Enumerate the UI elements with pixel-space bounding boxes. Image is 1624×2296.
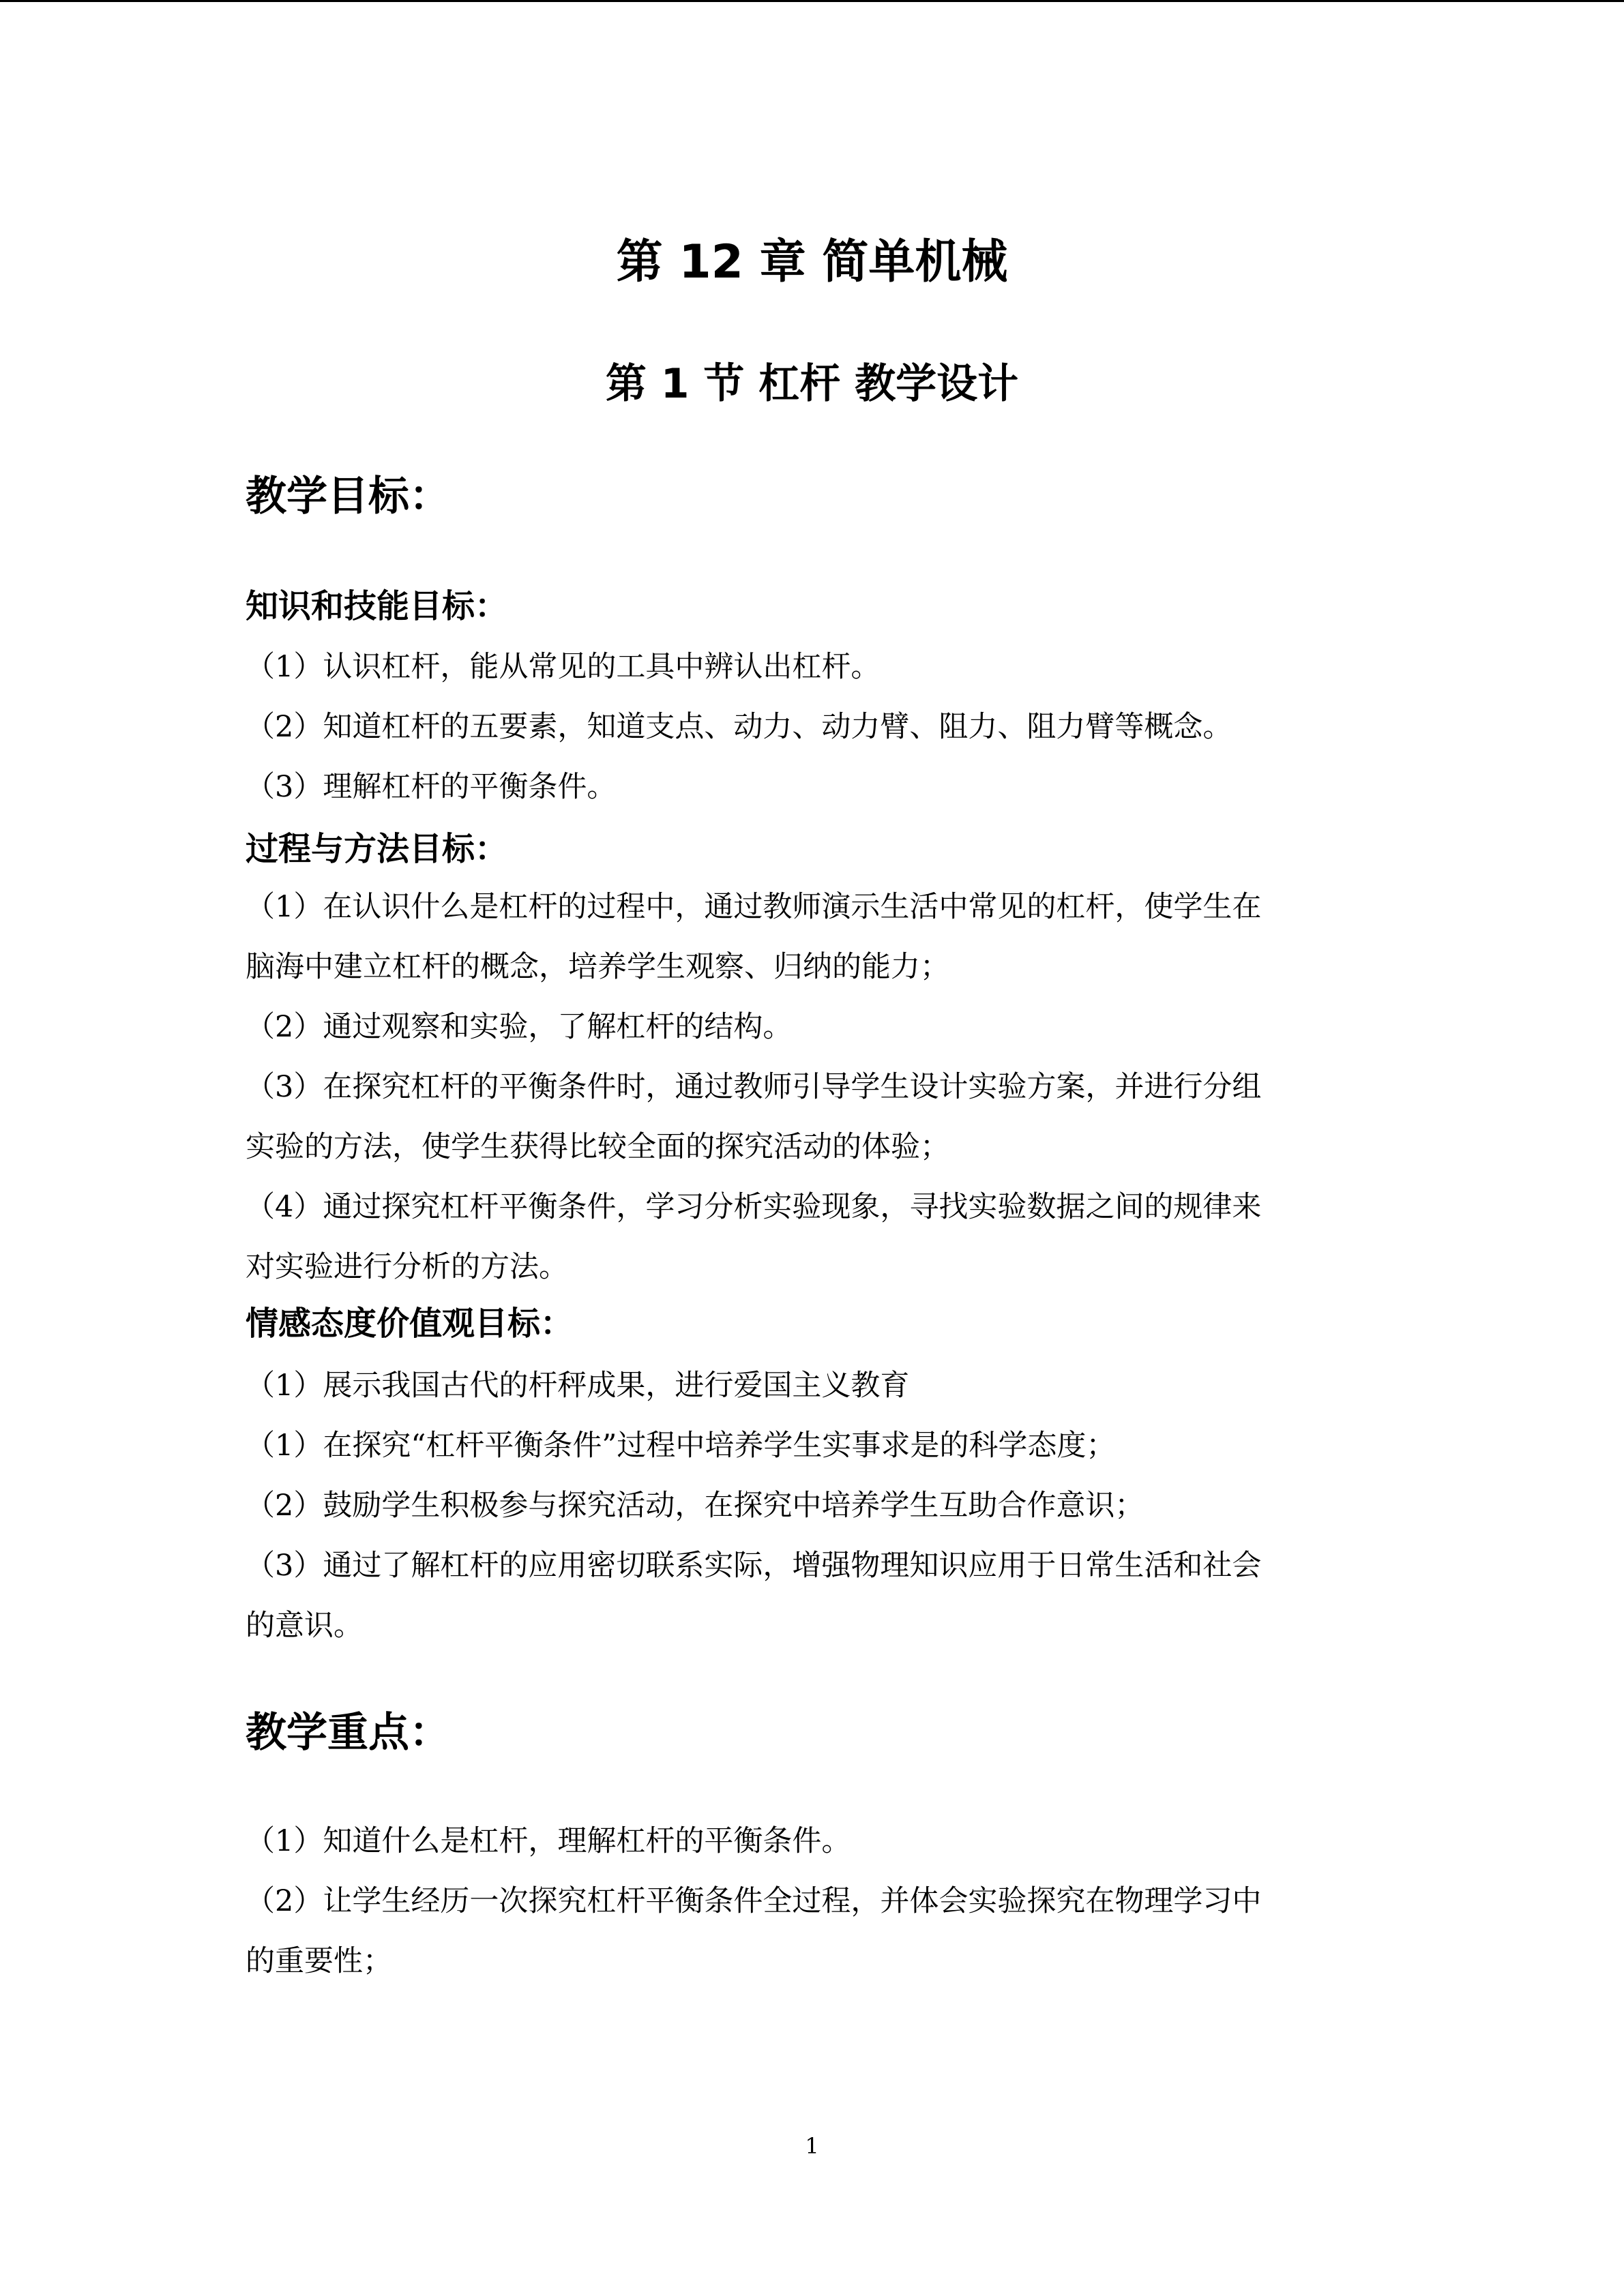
process-line-7: 对实验进行分析的方法。 <box>246 1250 568 1284</box>
section-title: 第 1 节 杠杆 教学设计 <box>605 360 1019 408</box>
process-line-1: （1）在认识什么是杠杆的过程中，通过教师演示生活中常见的杠杆，使学生在 <box>246 890 1262 924</box>
emotion-line-5: 的意识。 <box>246 1609 363 1643</box>
emotion-line-2: （1）在探究“杠杆平衡条件”过程中培养学生实事求是的科学态度； <box>246 1429 1116 1463</box>
process-line-2: 脑海中建立杠杆的概念，培养学生观察、归纳的能力； <box>246 950 949 984</box>
key-points-line-2: （2）让学生经历一次探究杠杆平衡条件全过程，并体会实验探究在物理学习中 <box>246 1884 1262 1918</box>
knowledge-line-1: （1）认识杠杆，能从常见的工具中辨认出杠杆。 <box>246 650 881 684</box>
key-points-line-3: 的重要性； <box>246 1944 392 1978</box>
emotion-line-4: （3）通过了解杠杆的应用密切联系实际，增强物理知识应用于日常生活和社会 <box>246 1549 1262 1583</box>
objectives-heading: 教学目标： <box>246 473 450 520</box>
key-points-line-1: （1）知道什么是杠杆，理解杠杆的平衡条件。 <box>246 1824 851 1858</box>
page-number: 1 <box>805 2133 819 2159</box>
process-heading: 过程与方法目标： <box>246 830 508 868</box>
emotion-line-3: （2）鼓励学生积极参与探究活动，在探究中培养学生互助合作意识； <box>246 1489 1145 1523</box>
process-line-5: 实验的方法，使学生获得比较全面的探究活动的体验； <box>246 1130 949 1164</box>
key-points-heading: 教学重点： <box>246 1709 450 1757</box>
process-line-6: （4）通过探究杠杆平衡条件，学习分析实验现象，寻找实验数据之间的规律来 <box>246 1190 1262 1224</box>
knowledge-line-2: （2）知道杠杆的五要素，知道支点、动力、动力臂、阻力、阻力臂等概念。 <box>246 710 1232 744</box>
knowledge-heading: 知识和技能目标： <box>246 587 508 625</box>
emotion-line-1: （1）展示我国古代的杆秤成果，进行爱国主义教育 <box>246 1369 910 1403</box>
process-line-4: （3）在探究杠杆的平衡条件时，通过教师引导学生设计实验方案，并进行分组 <box>246 1070 1262 1104</box>
chapter-title: 第 12 章 简单机械 <box>616 235 1008 289</box>
process-line-3: （2）通过观察和实验，了解杠杆的结构。 <box>246 1010 793 1044</box>
emotion-heading: 情感态度价值观目标： <box>246 1304 574 1343</box>
knowledge-line-3: （3）理解杠杆的平衡条件。 <box>246 770 617 804</box>
